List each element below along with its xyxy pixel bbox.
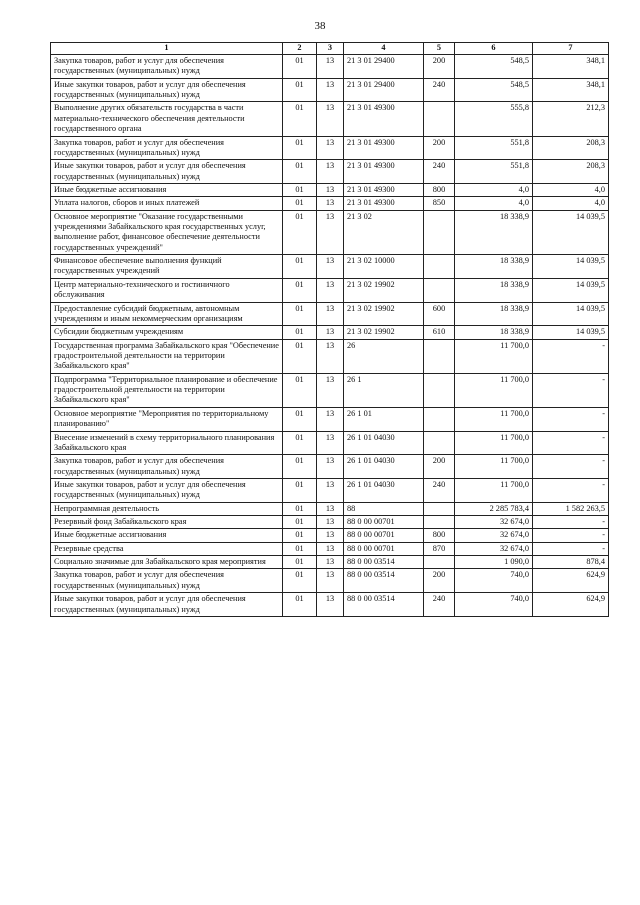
target-article-code: 21 3 01 49300 [344, 160, 424, 184]
table-row [51, 502, 609, 515]
target-article-code: 88 0 00 03514 [344, 556, 424, 569]
row-name: Непрограммная деятельность [51, 502, 283, 515]
target-article-code: 88 0 00 03514 [344, 569, 424, 593]
column-header: 6 [455, 43, 533, 55]
subsection-code: 13 [317, 455, 344, 479]
amount-col7: - [533, 407, 609, 431]
subsection-code: 13 [317, 431, 344, 455]
table-row [51, 569, 609, 593]
target-article-code: 21 3 01 29400 [344, 78, 424, 102]
expense-type-code: 200 [424, 55, 455, 79]
section-code: 01 [283, 516, 317, 529]
amount-col6: 18 338,9 [455, 210, 533, 254]
subsection-code: 13 [317, 55, 344, 79]
subsection-code: 13 [317, 326, 344, 339]
row-name: Закупка товаров, работ и услуг для обеспечения государственных (муниципальных) нужд [51, 569, 283, 593]
amount-col7: 14 039,5 [533, 210, 609, 254]
table-row [51, 197, 609, 210]
table-row [51, 326, 609, 339]
section-code: 01 [283, 326, 317, 339]
row-name: Государственная программа Забайкальского края "Обеспечение градостроительной деятельности на территории Забайкальского края" [51, 339, 283, 373]
row-name: Иные бюджетные ассигнования [51, 183, 283, 196]
expense-type-code [424, 407, 455, 431]
table-row [51, 339, 609, 373]
expense-type-code: 240 [424, 478, 455, 502]
expense-type-code: 200 [424, 455, 455, 479]
amount-col7: 14 039,5 [533, 326, 609, 339]
subsection-code: 13 [317, 478, 344, 502]
amount-col7: 4,0 [533, 183, 609, 196]
column-header: 7 [533, 43, 609, 55]
amount-col6: 4,0 [455, 197, 533, 210]
table-row [51, 516, 609, 529]
amount-col6: 551,8 [455, 136, 533, 160]
amount-col6: 548,5 [455, 78, 533, 102]
target-article-code: 88 0 00 00701 [344, 542, 424, 555]
subsection-code: 13 [317, 373, 344, 407]
section-code: 01 [283, 542, 317, 555]
table-row [51, 183, 609, 196]
amount-col6: 32 674,0 [455, 516, 533, 529]
amount-col6: 32 674,0 [455, 529, 533, 542]
subsection-code: 13 [317, 569, 344, 593]
expense-type-code: 600 [424, 302, 455, 326]
table-row [51, 593, 609, 617]
column-header: 5 [424, 43, 455, 55]
section-code: 01 [283, 569, 317, 593]
expense-type-code [424, 373, 455, 407]
amount-col7: - [533, 478, 609, 502]
section-code: 01 [283, 407, 317, 431]
subsection-code: 13 [317, 160, 344, 184]
section-code: 01 [283, 160, 317, 184]
amount-col7: - [533, 542, 609, 555]
section-code: 01 [283, 478, 317, 502]
table-row [51, 255, 609, 279]
target-article-code: 26 1 [344, 373, 424, 407]
subsection-code: 13 [317, 516, 344, 529]
subsection-code: 13 [317, 339, 344, 373]
amount-col7: 14 039,5 [533, 255, 609, 279]
amount-col7: - [533, 455, 609, 479]
row-name: Основное мероприятие "Оказание государственными учреждениями Забайкальского края государственных услуг, выполнение работ, финансовое обеспечение деятельности государственных учреждений" [51, 210, 283, 254]
section-code: 01 [283, 197, 317, 210]
amount-col7: 624,9 [533, 569, 609, 593]
row-name: Предоставление субсидий бюджетным, автономным учреждениям и иным некоммерческим организациям [51, 302, 283, 326]
section-code: 01 [283, 431, 317, 455]
amount-col7: 4,0 [533, 197, 609, 210]
amount-col6: 740,0 [455, 593, 533, 617]
expense-type-code: 240 [424, 593, 455, 617]
column-header: 3 [317, 43, 344, 55]
section-code: 01 [283, 502, 317, 515]
row-name: Внесение изменений в схему территориального планирования Забайкальского края [51, 431, 283, 455]
amount-col6: 11 700,0 [455, 455, 533, 479]
amount-col7: - [533, 529, 609, 542]
table-row [51, 407, 609, 431]
row-name: Закупка товаров, работ и услуг для обеспечения государственных (муниципальных) нужд [51, 55, 283, 79]
expense-type-code [424, 255, 455, 279]
target-article-code: 21 3 01 49300 [344, 102, 424, 136]
target-article-code: 26 1 01 04030 [344, 431, 424, 455]
target-article-code: 21 3 01 49300 [344, 183, 424, 196]
header-row [51, 43, 609, 55]
row-name: Уплата налогов, сборов и иных платежей [51, 197, 283, 210]
expense-type-code [424, 339, 455, 373]
table-row [51, 542, 609, 555]
amount-col6: 1 090,0 [455, 556, 533, 569]
subsection-code: 13 [317, 102, 344, 136]
row-name: Резервный фонд Забайкальского края [51, 516, 283, 529]
section-code: 01 [283, 55, 317, 79]
column-header: 2 [283, 43, 317, 55]
target-article-code: 21 3 01 49300 [344, 136, 424, 160]
section-code: 01 [283, 339, 317, 373]
row-name: Закупка товаров, работ и услуг для обеспечения государственных (муниципальных) нужд [51, 136, 283, 160]
expense-type-code [424, 516, 455, 529]
subsection-code: 13 [317, 502, 344, 515]
expense-type-code [424, 210, 455, 254]
expense-type-code [424, 278, 455, 302]
amount-col7: 348,1 [533, 78, 609, 102]
expense-type-code [424, 102, 455, 136]
row-name: Социально значимые для Забайкальского края мероприятия [51, 556, 283, 569]
subsection-code: 13 [317, 302, 344, 326]
amount-col6: 740,0 [455, 569, 533, 593]
amount-col6: 18 338,9 [455, 326, 533, 339]
row-name: Финансовое обеспечение выполнения функций государственных учреждений [51, 255, 283, 279]
table-row [51, 160, 609, 184]
section-code: 01 [283, 183, 317, 196]
section-code: 01 [283, 373, 317, 407]
table-row [51, 455, 609, 479]
expense-type-code: 870 [424, 542, 455, 555]
amount-col6: 2 285 783,4 [455, 502, 533, 515]
table-row [51, 556, 609, 569]
expense-type-code: 850 [424, 197, 455, 210]
table-row [51, 78, 609, 102]
table-row [51, 478, 609, 502]
amount-col6: 551,8 [455, 160, 533, 184]
table-row [51, 210, 609, 254]
row-name: Иные бюджетные ассигнования [51, 529, 283, 542]
expense-type-code: 240 [424, 78, 455, 102]
row-name: Закупка товаров, работ и услуг для обеспечения государственных (муниципальных) нужд [51, 455, 283, 479]
expense-type-code: 200 [424, 569, 455, 593]
subsection-code: 13 [317, 529, 344, 542]
amount-col6: 11 700,0 [455, 373, 533, 407]
amount-col6: 11 700,0 [455, 431, 533, 455]
table-row [51, 431, 609, 455]
target-article-code: 88 0 00 00701 [344, 516, 424, 529]
section-code: 01 [283, 278, 317, 302]
subsection-code: 13 [317, 593, 344, 617]
row-name: Резервные средства [51, 542, 283, 555]
row-name: Подпрограмма "Территориальное планирование и обеспечение градостроительной деятельности на территории Забайкальского края" [51, 373, 283, 407]
target-article-code: 26 [344, 339, 424, 373]
amount-col6: 32 674,0 [455, 542, 533, 555]
amount-col7: 208,3 [533, 160, 609, 184]
row-name: Субсидии бюджетным учреждениям [51, 326, 283, 339]
amount-col6: 4,0 [455, 183, 533, 196]
section-code: 01 [283, 210, 317, 254]
budget-table [50, 42, 609, 617]
subsection-code: 13 [317, 183, 344, 196]
table-row [51, 302, 609, 326]
amount-col6: 548,5 [455, 55, 533, 79]
target-article-code: 21 3 02 [344, 210, 424, 254]
amount-col7: 624,9 [533, 593, 609, 617]
amount-col7: - [533, 339, 609, 373]
target-article-code: 26 1 01 04030 [344, 455, 424, 479]
subsection-code: 13 [317, 78, 344, 102]
amount-col7: 14 039,5 [533, 302, 609, 326]
amount-col7: - [533, 431, 609, 455]
row-name: Иные закупки товаров, работ и услуг для обеспечения государственных (муниципальных) нужд [51, 78, 283, 102]
amount-col6: 555,8 [455, 102, 533, 136]
row-name: Иные закупки товаров, работ и услуг для обеспечения государственных (муниципальных) нужд [51, 478, 283, 502]
column-header: 4 [344, 43, 424, 55]
subsection-code: 13 [317, 278, 344, 302]
amount-col7: 212,3 [533, 102, 609, 136]
row-name: Основное мероприятие "Мероприятия по территориальному планированию" [51, 407, 283, 431]
table-row [51, 278, 609, 302]
target-article-code: 21 3 01 49300 [344, 197, 424, 210]
section-code: 01 [283, 455, 317, 479]
amount-col7: 14 039,5 [533, 278, 609, 302]
subsection-code: 13 [317, 197, 344, 210]
column-header: 1 [51, 43, 283, 55]
section-code: 01 [283, 78, 317, 102]
amount-col7: 878,4 [533, 556, 609, 569]
page-number: 38 [314, 20, 326, 32]
target-article-code: 21 3 02 19902 [344, 326, 424, 339]
subsection-code: 13 [317, 255, 344, 279]
row-name: Выполнение других обязательств государства в части материально-технического обеспечения деятельности государственного органа [51, 102, 283, 136]
subsection-code: 13 [317, 136, 344, 160]
expense-type-code [424, 431, 455, 455]
subsection-code: 13 [317, 542, 344, 555]
subsection-code: 13 [317, 407, 344, 431]
amount-col7: - [533, 516, 609, 529]
amount-col6: 18 338,9 [455, 278, 533, 302]
table-row [51, 136, 609, 160]
expense-type-code: 200 [424, 136, 455, 160]
amount-col6: 18 338,9 [455, 255, 533, 279]
row-name: Иные закупки товаров, работ и услуг для обеспечения государственных (муниципальных) нужд [51, 160, 283, 184]
expense-type-code [424, 556, 455, 569]
amount-col6: 11 700,0 [455, 407, 533, 431]
amount-col7: 1 582 263,5 [533, 502, 609, 515]
section-code: 01 [283, 529, 317, 542]
amount-col6: 11 700,0 [455, 478, 533, 502]
table-row [51, 102, 609, 136]
expense-type-code [424, 502, 455, 515]
amount-col7: 348,1 [533, 55, 609, 79]
subsection-code: 13 [317, 556, 344, 569]
amount-col6: 11 700,0 [455, 339, 533, 373]
target-article-code: 21 3 01 29400 [344, 55, 424, 79]
amount-col7: - [533, 373, 609, 407]
target-article-code: 21 3 02 19902 [344, 302, 424, 326]
target-article-code: 88 0 00 00701 [344, 529, 424, 542]
row-name: Иные закупки товаров, работ и услуг для обеспечения государственных (муниципальных) нужд [51, 593, 283, 617]
section-code: 01 [283, 255, 317, 279]
section-code: 01 [283, 136, 317, 160]
table-row [51, 373, 609, 407]
subsection-code: 13 [317, 210, 344, 254]
section-code: 01 [283, 593, 317, 617]
target-article-code: 26 1 01 [344, 407, 424, 431]
section-code: 01 [283, 556, 317, 569]
expense-type-code: 240 [424, 160, 455, 184]
amount-col7: 208,3 [533, 136, 609, 160]
table-row [51, 529, 609, 542]
section-code: 01 [283, 102, 317, 136]
target-article-code: 21 3 02 10000 [344, 255, 424, 279]
target-article-code: 88 [344, 502, 424, 515]
section-code: 01 [283, 302, 317, 326]
expense-type-code: 610 [424, 326, 455, 339]
expense-type-code: 800 [424, 183, 455, 196]
expense-type-code: 800 [424, 529, 455, 542]
target-article-code: 26 1 01 04030 [344, 478, 424, 502]
amount-col6: 18 338,9 [455, 302, 533, 326]
row-name: Центр материально-технического и гостиничного обслуживания [51, 278, 283, 302]
table-row [51, 55, 609, 79]
target-article-code: 88 0 00 03514 [344, 593, 424, 617]
target-article-code: 21 3 02 19902 [344, 278, 424, 302]
